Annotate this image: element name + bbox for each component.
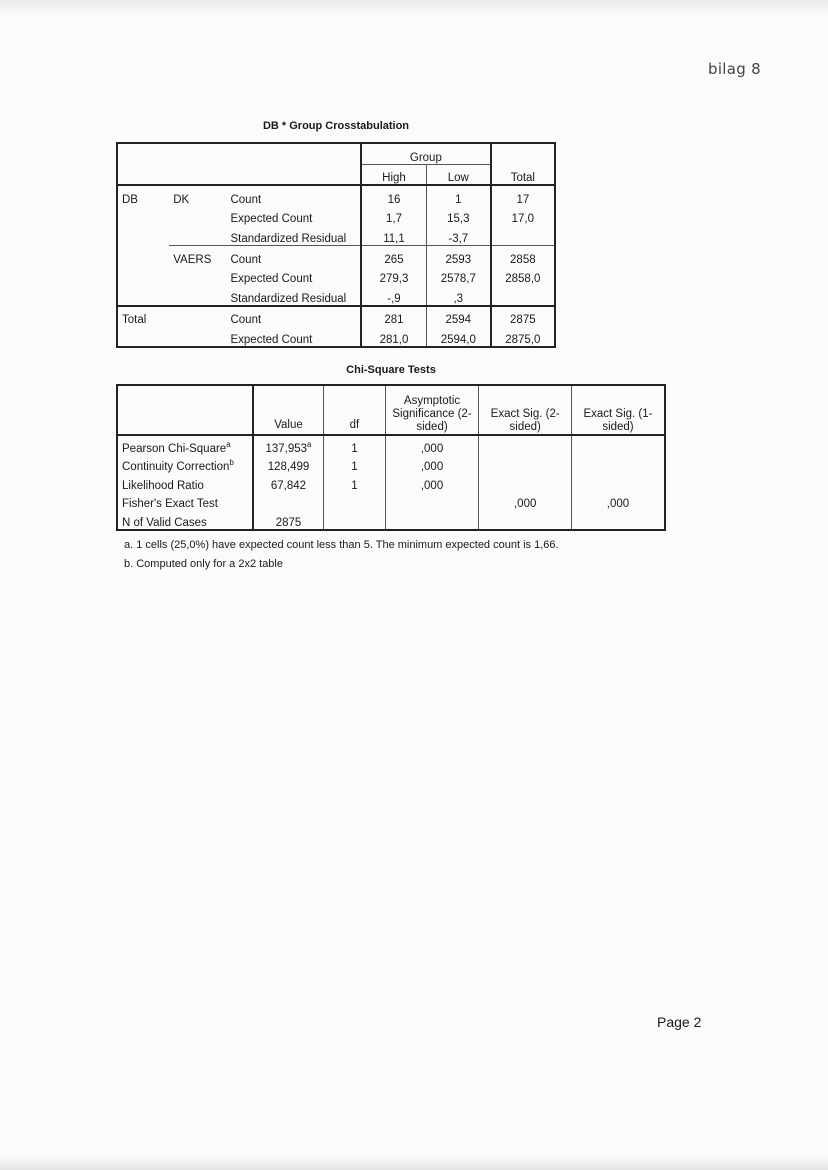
value-cell [253,473,324,492]
value-cell [253,492,324,511]
crosstab-corner [117,143,361,185]
total-cell: 2875 [491,306,555,327]
asym-cell [385,510,479,530]
footnote-marker: b [229,458,234,468]
exact1-cell [571,435,665,455]
df-cell: 1 [324,435,386,455]
value-text: 67,842 [270,479,307,492]
crosstab-row [117,245,555,265]
chisq-row [117,492,665,511]
asym-cell: ,000 [385,435,479,455]
exact1-cell [571,473,665,492]
total-cell: 17 [491,185,555,206]
row-group-label [117,326,169,347]
row-subgroup-label [169,225,226,245]
crosstab-row [117,285,555,306]
exact2-cell: ,000 [479,492,572,511]
crosstab-row [117,185,555,206]
high-cell: 1,7 [361,206,426,226]
df-cell [324,510,386,530]
total-cell: 2858 [491,245,555,265]
footnote-a: a. 1 cells (25,0%) have expected count less than 5. The minimum expected count is 1,66. [124,539,559,551]
low-cell: 1 [426,185,490,206]
low-cell: 15,3 [426,206,490,226]
footnote-marker: a [226,439,231,449]
chisq-corner [117,385,253,435]
row-group-label: DB [122,193,138,206]
crosstab-body [117,185,555,347]
statistic-label: Standardized Residual [230,232,347,245]
statistic-label: Count [230,193,262,206]
test-name: Continuity Correction [122,461,230,474]
test-label [117,455,253,474]
value-text: 137,953 [265,442,308,455]
low-header: Low [426,164,490,185]
total-cell [491,285,555,306]
chisq-header-row [117,385,665,435]
row-group-label [117,285,169,306]
high-cell: -,9 [361,285,426,306]
low-cell: -3,7 [426,225,490,245]
statistic-label: Expected Count [230,273,313,286]
row-subgroup-label [169,206,226,226]
crosstab-row [117,206,555,226]
crosstab-row [117,266,555,286]
chisq-row [117,435,665,455]
high-cell: 16 [361,185,426,206]
value-cell [253,510,324,530]
crosstab-row [117,225,555,245]
high-cell: 281 [361,306,426,327]
high-cell: 279,3 [361,266,426,286]
asym-cell [385,492,479,511]
test-name: Pearson Chi-Square [122,442,227,455]
row-subgroup-label [169,266,226,286]
row-subgroup-label: DK [173,193,190,206]
statistic-label: Count [226,306,361,327]
high-cell: 11,1 [361,225,426,245]
exact1-cell [571,455,665,474]
total-cell: 17,0 [491,206,555,226]
total-cell [491,225,555,245]
row-group-label [117,225,169,245]
crosstab-table [116,142,556,348]
exact2-cell [479,455,572,474]
chisq-body [117,435,665,530]
exact2-header: Exact Sig. (2-sided) [479,385,572,435]
chisq-row [117,473,665,492]
chisq-row [117,510,665,530]
value-header: Value [253,385,324,435]
statistic-label: Expected Count [230,213,313,226]
exact2-cell [479,473,572,492]
bilag-label: bilag 8 [708,60,761,78]
chisq-title: Chi-Square Tests [346,364,436,376]
value-text: 128,499 [267,461,310,474]
chisq-row [117,455,665,474]
value-text: 2875 [275,516,302,529]
high-cell: 265 [361,245,426,265]
total-cell: 2858,0 [491,266,555,286]
df-cell [324,492,386,511]
crosstab-title: DB * Group Crosstabulation [262,120,410,132]
df-header: df [324,385,386,435]
asym-cell: ,000 [385,473,479,492]
row-subgroup-label [169,306,226,327]
group-header: Group [361,143,491,164]
exact2-cell [479,510,572,530]
page-number: Page 2 [657,1014,702,1030]
chisq-table [116,384,666,531]
test-label [117,492,253,511]
asym-cell: ,000 [385,455,479,474]
row-subgroup-label [169,326,226,347]
low-cell: 2594 [426,306,490,327]
exact2-cell [479,435,572,455]
crosstab-header-row-1 [117,143,555,164]
test-name: Likelihood Ratio [122,479,204,492]
low-cell: 2593 [426,245,490,265]
crosstab-row [117,326,555,347]
crosstab-row [117,306,555,327]
high-header: High [361,164,426,185]
row-subgroup-label [169,285,226,306]
exact1-cell: ,000 [571,492,665,511]
row-subgroup-label: VAERS [169,245,226,265]
high-cell: 281,0 [361,326,426,347]
value-cell [253,435,324,455]
test-name: Fisher's Exact Test [122,498,218,511]
statistic-label: Expected Count [230,333,313,346]
low-cell: 2578,7 [426,266,490,286]
row-group-label [117,245,169,265]
footnote-b: b. Computed only for a 2x2 table [124,558,283,570]
statistic-label: Count [226,245,361,265]
test-label [117,473,253,492]
row-group-label: Total [117,306,169,327]
row-group-label [117,266,169,286]
low-cell: 2594,0 [426,326,490,347]
asym-header: Asymptotic Significance (2-sided) [385,385,479,435]
df-cell: 1 [324,473,386,492]
value-footnote-marker: a [307,439,312,449]
value-cell [253,455,324,474]
exact1-cell [571,510,665,530]
exact1-header: Exact Sig. (1-sided) [571,385,665,435]
test-name: N of Valid Cases [122,516,207,529]
total-header: Total [491,143,555,185]
test-label [117,435,253,455]
low-cell: ,3 [426,285,490,306]
scan-top-edge [0,0,828,16]
row-group-label [117,206,169,226]
df-cell: 1 [324,455,386,474]
statistic-label: Standardized Residual [230,292,347,305]
total-cell: 2875,0 [491,326,555,347]
test-label [117,510,253,530]
scan-bottom-edge [0,1156,828,1170]
